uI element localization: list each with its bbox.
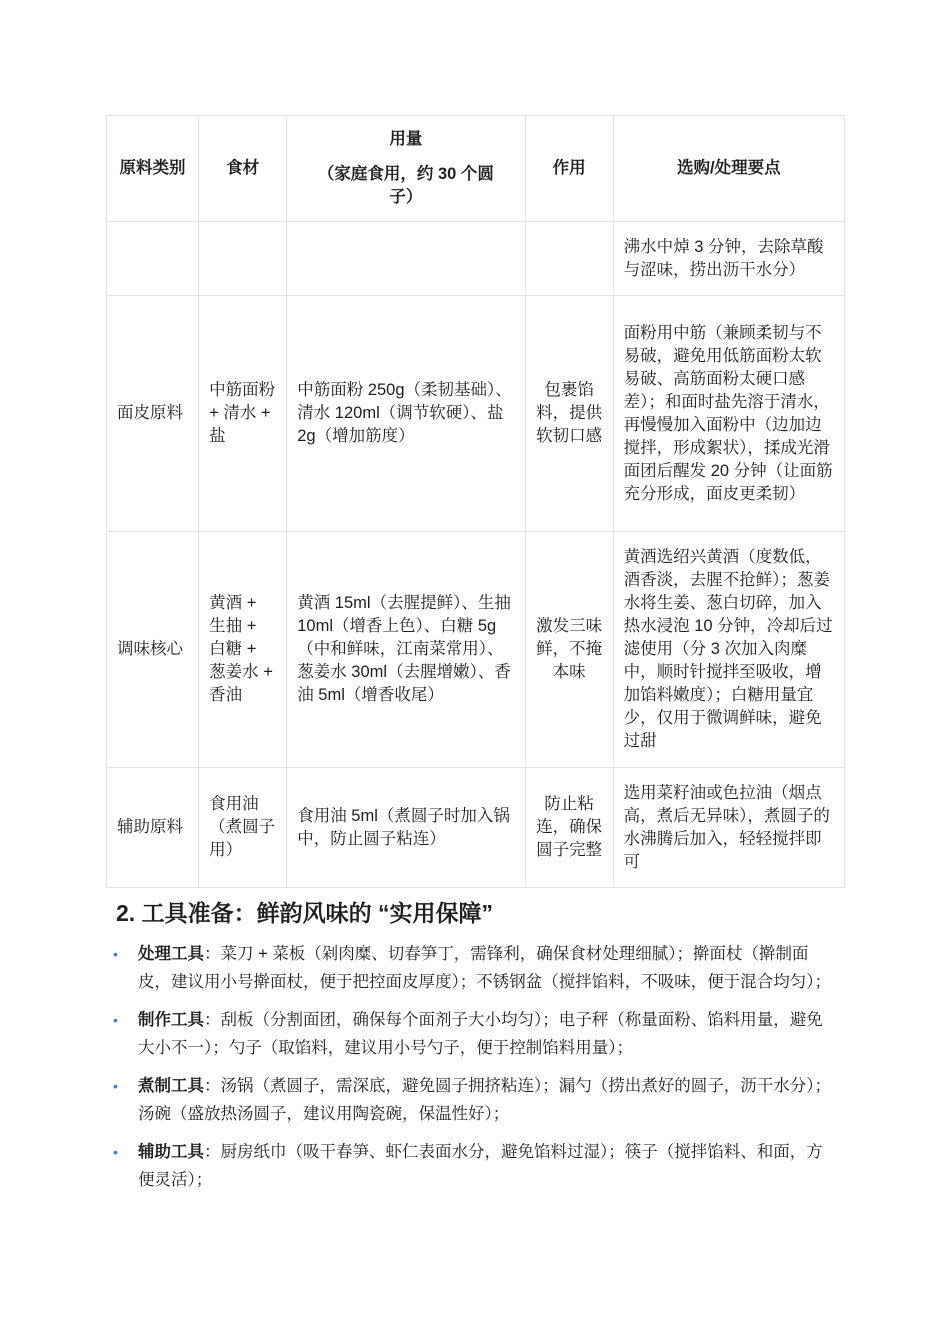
cell-tips: 沸水中焯 3 分钟，去除草酸与涩味，捞出沥干水分） [613, 222, 844, 296]
header-tips: 选购/处理要点 [613, 116, 844, 222]
cell-ingredient [199, 222, 287, 296]
list-item [110, 1138, 835, 1194]
header-amount [287, 116, 525, 222]
header-amount-line1: 用量 [389, 130, 423, 148]
cell-amount: 食用油 5ml（煮圆子时加入锅中，防止圆子粘连） [287, 768, 525, 888]
cell-ingredient: 黄酒 + 生抽 + 白糖 + 葱姜水 + 香油 [199, 532, 287, 768]
tool-text: ：菜刀 + 菜板（剁肉糜、切春笋丁，需锋利，确保食材处理细腻）；擀面杖（擀制面皮，建议用小号擀面杖，便于把控面皮厚度）；不锈钢盆（搅拌馅料，不吸味，便于混合均匀）； [138, 945, 831, 991]
list-item [110, 1072, 835, 1128]
tools-list [110, 940, 835, 1204]
cell-ingredient: 中筋面粉 + 清水 + 盐 [199, 296, 287, 532]
table-row [107, 532, 845, 768]
cell-tips: 面粉用中筋（兼顾柔韧与不易破，避免用低筋面粉太软易破、高筋面粉太硬口感差）；和面时盐先溶于清水，再慢慢加入面粉中（边加边搅拌，形成絮状），揉成光滑面团后醒发 20 分钟（让面筋充分形成，面皮更柔韧） [613, 296, 844, 532]
cell-ingredient: 食用油（煮圆子用） [199, 768, 287, 888]
header-ingredient: 食材 [199, 116, 287, 222]
bullet-icon: • [113, 1012, 118, 1028]
table-header-row [107, 116, 845, 222]
table-row [107, 222, 845, 296]
table-row [107, 296, 845, 532]
cell-amount: 中筋面粉 250g（柔韧基础）、清水 120ml（调节软硬）、盐 2g（增加筋度） [287, 296, 525, 532]
list-item [110, 940, 835, 996]
list-item [110, 1006, 835, 1062]
header-role: 作用 [525, 116, 613, 222]
bullet-icon: • [113, 1144, 118, 1160]
cell-tips: 黄酒选绍兴黄酒（度数低，酒香淡，去腥不抢鲜）；葱姜水将生姜、葱白切碎，加入热水浸泡 10 分钟，冷却后过滤使用（分 3 次加入肉糜中，顺时针搅拌至吸收，增加馅料嫩度）；白糖用量宜少，仅用于微调鲜味，避免过甜 [613, 532, 844, 768]
ingredients-table [106, 115, 845, 888]
tool-label: 辅助工具 [138, 1143, 204, 1161]
header-category: 原料类别 [107, 116, 199, 222]
table-row [107, 768, 845, 888]
bullet-icon: • [113, 946, 118, 962]
tool-label: 煮制工具 [138, 1077, 204, 1095]
cell-category [107, 222, 199, 296]
cell-amount: 黄酒 15ml（去腥提鲜）、生抽 10ml（增香上色）、白糖 5g（中和鲜味，江南菜常用）、葱姜水 30ml（去腥增嫩）、香油 5ml（增香收尾） [287, 532, 525, 768]
tool-label: 处理工具 [138, 945, 204, 963]
cell-category: 面皮原料 [107, 296, 199, 532]
cell-amount [287, 222, 525, 296]
cell-category: 调味核心 [107, 532, 199, 768]
bullet-icon: • [113, 1078, 118, 1094]
cell-role: 防止粘连，确保圆子完整 [525, 768, 613, 888]
tool-text: ：刮板（分割面团，确保每个面剂子大小均匀）；电子秤（称量面粉、馅料用量，避免大小不一）；勺子（取馅料，建议用小号勺子，便于控制馅料用量）； [138, 1011, 823, 1057]
cell-role: 激发三味鲜，不掩本味 [525, 532, 613, 768]
cell-role [525, 222, 613, 296]
cell-role: 包裹馅料，提供软韧口感 [525, 296, 613, 532]
tool-text: ：厨房纸巾（吸干春笋、虾仁表面水分，避免馅料过湿）；筷子（搅拌馅料、和面，方便灵活）； [138, 1143, 823, 1189]
cell-category: 辅助原料 [107, 768, 199, 888]
cell-tips: 选用菜籽油或色拉油（烟点高，煮后无异味），煮圆子的水沸腾后加入，轻轻搅拌即可 [613, 768, 844, 888]
section-heading: 2. 工具准备：鲜韵风味的 “实用保障” [116, 900, 493, 926]
tool-text: ：汤锅（煮圆子，需深底，避免圆子拥挤粘连）；漏勺（捞出煮好的圆子，沥干水分）；汤碗（盛放热汤圆子，建议用陶瓷碗，保温性好）； [138, 1077, 831, 1123]
header-amount-line2: （家庭食用，约 30 个圆子） [317, 165, 494, 206]
tool-label: 制作工具 [138, 1011, 204, 1029]
